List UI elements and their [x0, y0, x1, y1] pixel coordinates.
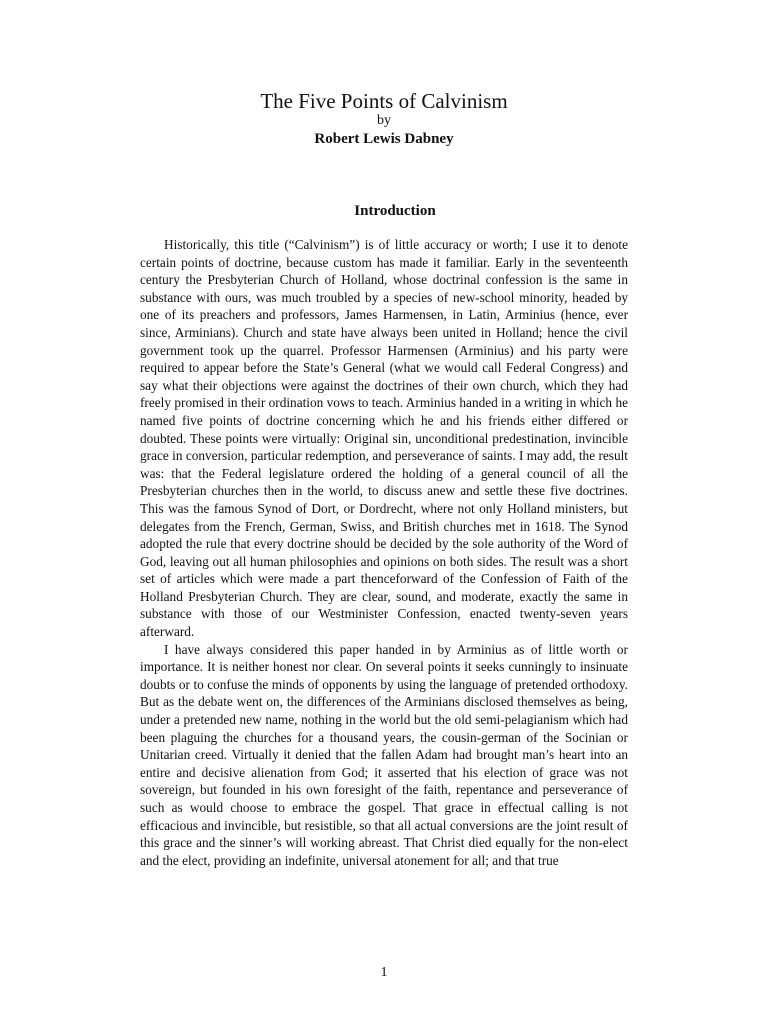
- section-heading: Introduction: [354, 203, 436, 219]
- author-name: Robert Lewis Dabney: [314, 131, 454, 147]
- document-title: The Five Points of Calvinism: [260, 89, 508, 113]
- paragraph: I have always considered this paper handed in by Arminius as of little worth or importance. It is neither honest nor clear. On several points it seeks cunningly to insinuate doubts or to confuse the minds of opponents by using the language of pretended orthodoxy. But as the debate went on, the differences of the Arminians disclosed themselves as being, under a pretended new name, nothing in the world but the old semi-pelagianism which had been plaguing the churches for a thousand years, the cousin-german of the Socinian or Unitarian creed. Virtually it denied that the fallen Adam had brought man’s heart into an entire and decisive alienation from God; it asserted that his election of grace was not sovereign, but founded in his own foresight of the faith, repentance and perseverance of such as would choose to embrace the gospel. That grace in effectual calling is not efficacious and invincible, but resistible, so that all actual conversions are the joint result of this grace and the sinner’s will working abreast. That Christ died equally for the non-elect and the elect, providing an indefinite, universal atonement for all; and that true: [140, 641, 628, 868]
- page-number: 1: [380, 965, 388, 980]
- by-line: by: [377, 113, 391, 128]
- paragraph: Historically, this title (“Calvinism”) is of little accuracy or worth; I use it to denote certain points of doctrine, because custom has made it familiar. Early in the seventeenth century the Presbyterian Church of Holland, whose doctrinal confession is the same in substance with ours, was much troubled by a species of new-school minority, headed by one of its preachers and professors, James Harmensen, in Latin, Arminius (hence, ever since, Arminians). Church and state have always been united in Holland; hence the civil government took up the quarrel. Professor Harmensen (Arminius) and his party were required to appear before the State’s General (what we would call Federal Congress) and say what their objections were against the doctrines of their own church, which they had freely promised in their ordination vows to teach. Arminius handed in a writing in which he named five points of doctrine concerning which he and his friends either differed or doubted. These points were virtually: Original sin, unconditional predestination, invincible grace in conversion, particular redemption, and perseverance of saints. I may add, the result was: that the Federal legislature ordered the holding of a general council of all the Presbyterian churches then in the world, to discuss anew and settle these five doctrines. This was the famous Synod of Dort, or Dordrecht, where not only Holland ministers, but delegates from the French, German, Swiss, and British churches met in 1618. The Synod adopted the rule that every doctrine should be decided by the sole authority of the Word of God, leaving out all human philosophies and opinions on both sides. The result was a short set of articles which were made a part thenceforward of the Confession of Faith of the Holland Presbyterian Church. They are clear, sound, and moderate, exactly the same in substance with those of our Westminister Confession, enacted twenty-seven years afterward.: [140, 237, 628, 640]
- body-text: [140, 236, 628, 869]
